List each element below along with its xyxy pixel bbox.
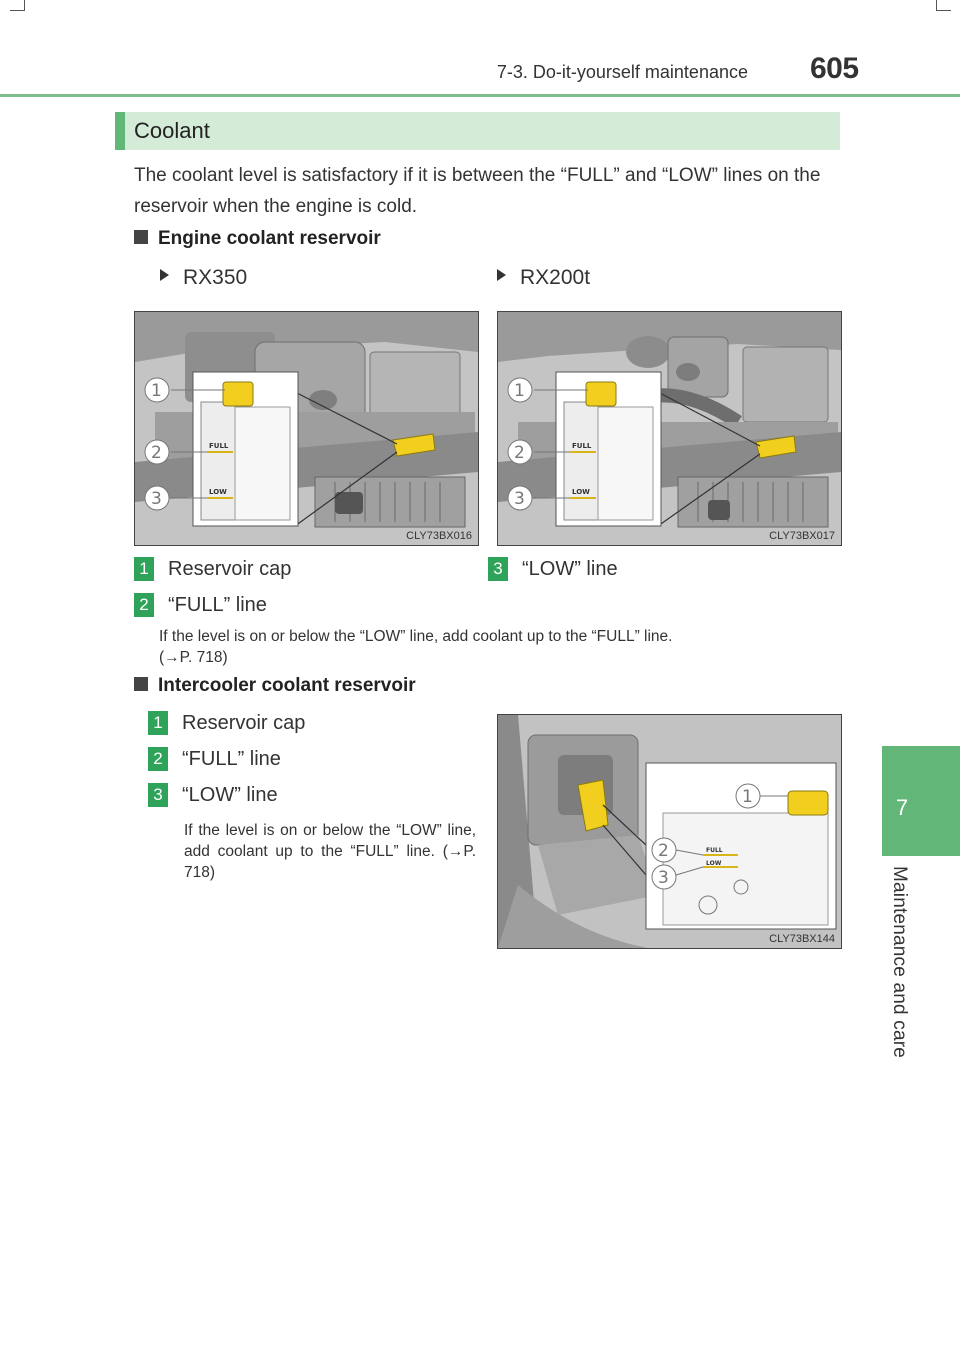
engine-bay-illustration bbox=[498, 312, 841, 545]
number-badge: 3 bbox=[488, 557, 508, 581]
page-number: 605 bbox=[810, 52, 859, 85]
full-mark-label: FULL bbox=[572, 442, 592, 450]
header-rule bbox=[0, 94, 960, 97]
callout-number-1: 1 bbox=[742, 787, 753, 807]
callout-number-2: 2 bbox=[151, 443, 162, 463]
engine-reservoir-heading: Engine coolant reservoir bbox=[134, 228, 381, 250]
ic-legend-low-line: 3 “LOW” line bbox=[148, 783, 278, 807]
callout-number-2: 2 bbox=[514, 443, 525, 463]
intercooler-illustration bbox=[498, 715, 841, 948]
ic-legend-reservoir-cap: 1 Reservoir cap bbox=[148, 711, 305, 735]
low-mark-label: LOW bbox=[572, 488, 590, 496]
low-mark-label: LOW bbox=[706, 860, 722, 867]
square-bullet-icon bbox=[134, 677, 148, 691]
low-mark-label: LOW bbox=[209, 488, 227, 496]
callout-number-3: 3 bbox=[151, 489, 162, 509]
intercooler-note: If the level is on or below the “LOW” line, add coolant up to the “FULL” line. (→P. 718) bbox=[184, 822, 476, 881]
triangle-arrow-icon bbox=[160, 269, 169, 281]
crop-mark-top-right bbox=[936, 0, 951, 11]
triangle-arrow-icon bbox=[497, 269, 506, 281]
callout-number-3: 3 bbox=[514, 489, 525, 509]
full-mark-label: FULL bbox=[209, 442, 229, 450]
variant-label-rx350: RX350 bbox=[160, 266, 247, 290]
intercooler-reservoir-heading: Intercooler coolant reservoir bbox=[134, 675, 416, 697]
image-code-rx200t: CLY73BX017 bbox=[769, 530, 835, 542]
image-code-rx350: CLY73BX016 bbox=[406, 530, 472, 542]
engine-bay-image-rx200t bbox=[497, 311, 842, 546]
section-title-accent bbox=[115, 112, 125, 150]
intercooler-image bbox=[497, 714, 842, 949]
legend-item-full-line: 2 “FULL” line bbox=[134, 593, 267, 617]
number-badge: 2 bbox=[134, 593, 154, 617]
number-badge: 2 bbox=[148, 747, 168, 771]
number-badge: 1 bbox=[148, 711, 168, 735]
engine-reservoir-note: If the level is on or below the “LOW” line, add coolant up to the “FULL” line. (→P. 718) bbox=[159, 626, 819, 668]
chapter-label: Maintenance and care bbox=[889, 866, 910, 1059]
chapter-number: 7 bbox=[895, 795, 909, 820]
callout-number-3: 3 bbox=[658, 868, 669, 888]
intro-paragraph: The coolant level is satisfactory if it is between the “FULL” and “LOW” lines on the reservoir when the engine is cold. bbox=[134, 165, 821, 217]
variant-label-rx200t: RX200t bbox=[497, 266, 590, 290]
square-bullet-icon bbox=[134, 230, 148, 244]
callout-number-1: 1 bbox=[151, 381, 162, 401]
callout-number-2: 2 bbox=[658, 841, 669, 861]
full-mark-label: FULL bbox=[706, 847, 723, 854]
number-badge: 3 bbox=[148, 783, 168, 807]
image-code-intercooler: CLY73BX144 bbox=[769, 933, 835, 945]
legend-item-low-line: 3 “LOW” line bbox=[488, 557, 618, 581]
legend-item-reservoir-cap: 1 Reservoir cap bbox=[134, 557, 291, 581]
engine-bay-image-rx350 bbox=[134, 311, 479, 546]
engine-bay-illustration bbox=[135, 312, 478, 545]
callout-number-1: 1 bbox=[514, 381, 525, 401]
number-badge: 1 bbox=[134, 557, 154, 581]
page-reference: (→P. 718) bbox=[159, 649, 228, 666]
section-title-bar bbox=[115, 112, 840, 150]
header-section-title: 7-3. Do-it-yourself maintenance bbox=[496, 62, 748, 82]
section-title: Coolant bbox=[134, 118, 210, 143]
crop-mark-top-left bbox=[10, 0, 25, 11]
ic-legend-full-line: 2 “FULL” line bbox=[148, 747, 281, 771]
